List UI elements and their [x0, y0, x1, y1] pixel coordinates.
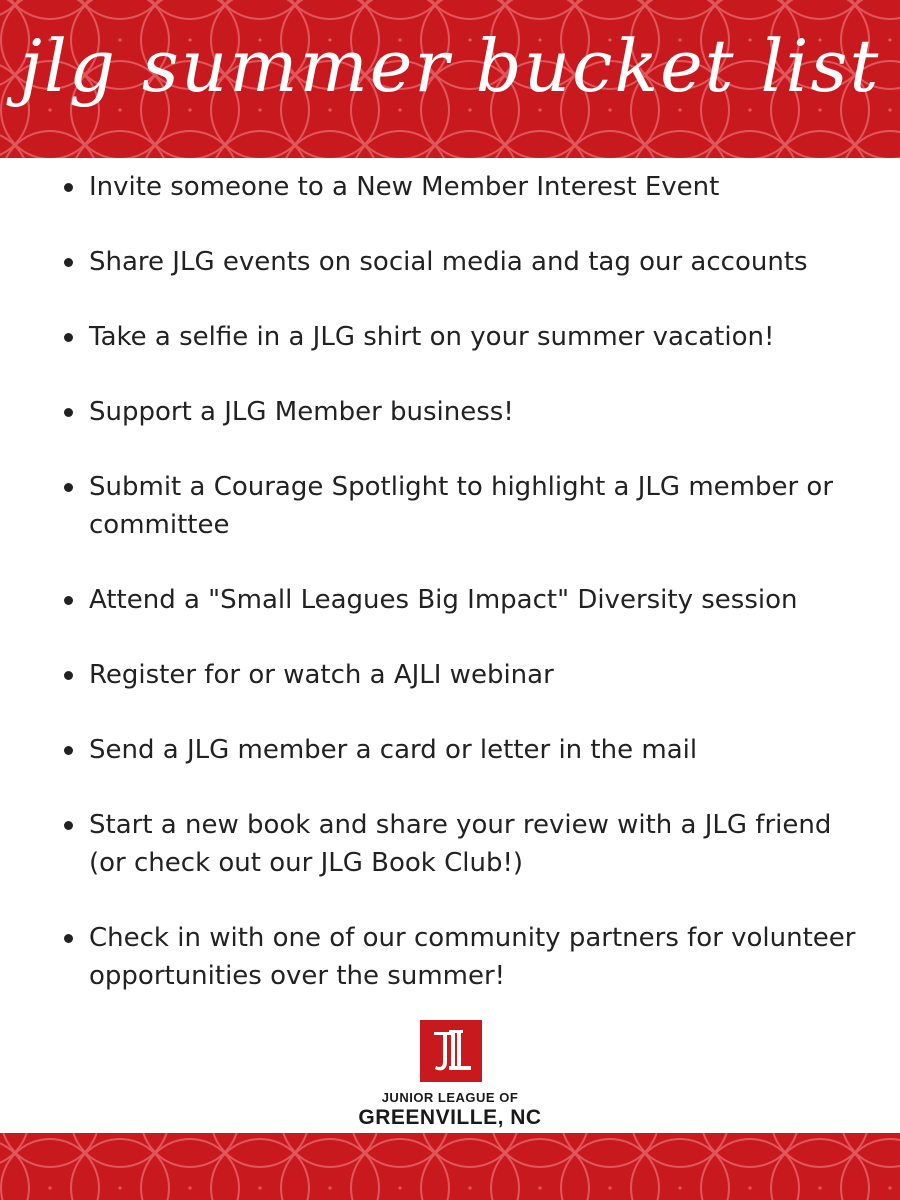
- logo-text-line2: GREENVILLE, NC: [358, 1106, 542, 1129]
- circle-pattern-background: [0, 1133, 900, 1200]
- bullet-icon: [64, 596, 73, 605]
- list-item: Submit a Courage Spotlight to highlight a JLG member or committee: [62, 468, 862, 544]
- list-item: Start a new book and share your review with a JLG friend (or check out our JLG Book Club!): [62, 806, 862, 882]
- bucket-list: [62, 168, 862, 1032]
- bullet-icon: [64, 258, 73, 267]
- bullet-icon: [64, 821, 73, 830]
- bullet-icon: [64, 934, 73, 943]
- list-item: Check in with one of our community partners for volunteer opportunities over the summer!: [62, 919, 862, 995]
- list-item: Share JLG events on social media and tag our accounts: [62, 243, 862, 281]
- list-item: Invite someone to a New Member Interest Event: [62, 168, 862, 206]
- list-item: Take a selfie in a JLG shirt on your summer vacation!: [62, 318, 862, 356]
- bullet-icon: [64, 183, 73, 192]
- bullet-icon: [64, 483, 73, 492]
- bullet-icon: [64, 671, 73, 680]
- list-item: Attend a "Small Leagues Big Impact" Diversity session: [62, 581, 862, 619]
- bullet-icon: [64, 408, 73, 417]
- bullet-icon: [64, 746, 73, 755]
- list-item: Send a JLG member a card or letter in the mail: [62, 731, 862, 769]
- list-item: Support a JLG Member business!: [62, 393, 862, 431]
- page-title: jlg summer bucket list: [19, 24, 881, 108]
- jl-monogram-icon: [420, 1020, 482, 1082]
- bullet-icon: [64, 333, 73, 342]
- list-item: Register for or watch a AJLI webinar: [62, 656, 862, 694]
- footer-banner: [0, 1133, 900, 1200]
- junior-league-logo-icon: [420, 1020, 482, 1082]
- logo-text-line1: JUNIOR LEAGUE OF: [381, 1090, 519, 1105]
- header-banner: [0, 0, 900, 158]
